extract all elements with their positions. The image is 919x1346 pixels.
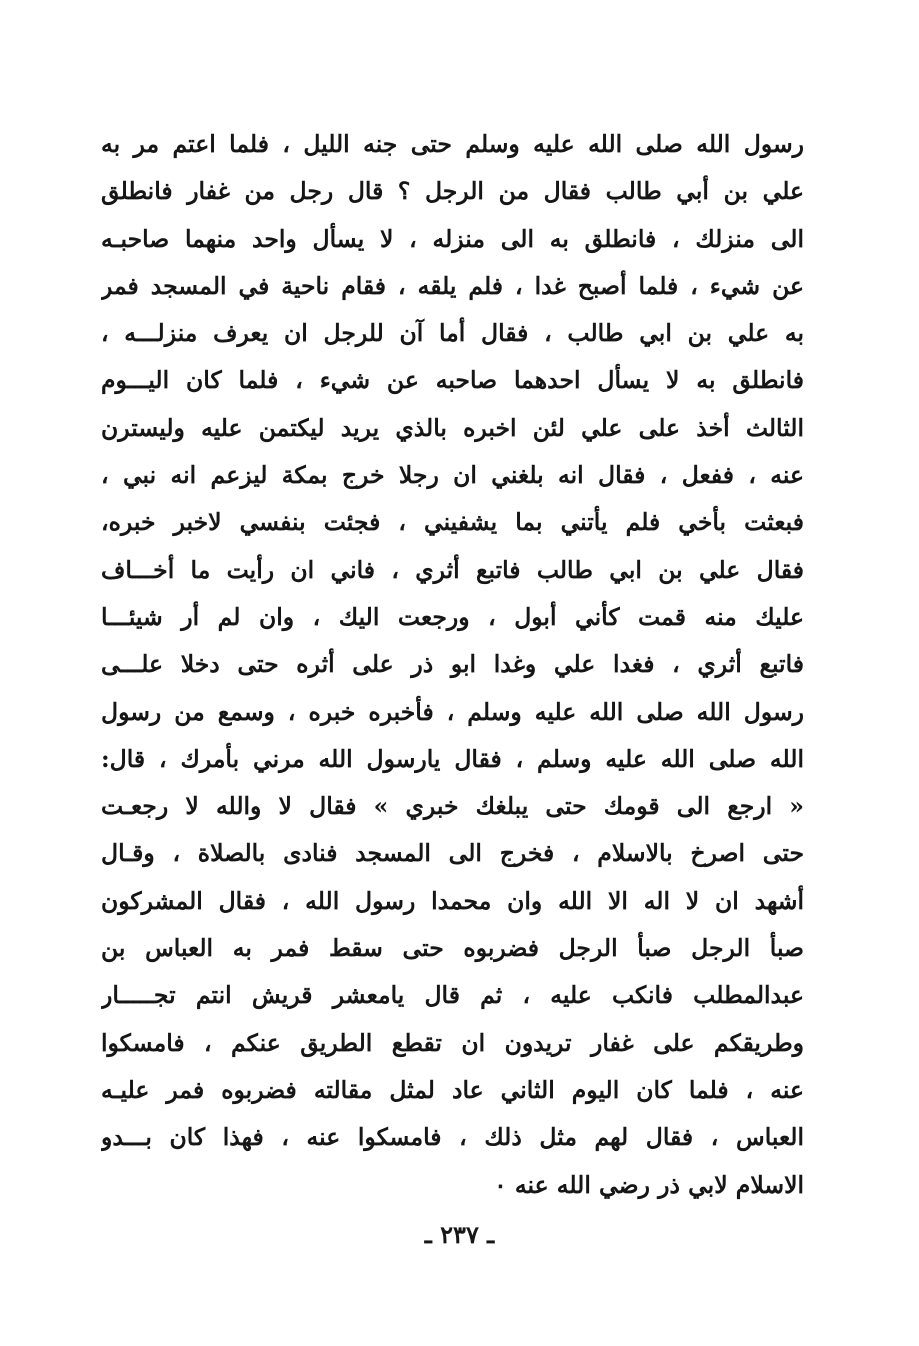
text-line: عبدالمطلب فانكب عليه ، ثم قال يامعشر قريش انتم تجـــــار xyxy=(101,981,804,1010)
text-line: علي بن أبي طالب فقال من الرجل ؟ قال رجل من غفار فانطلق xyxy=(101,177,804,206)
text-line: حتى اصرخ بالاسلام ، فخرج الى المسجد فنادى بالصلاة ، وقـال xyxy=(101,839,804,868)
text-line: وطريقكم على غفار تريدون ان تقطع الطريق عنكم ، فامسكوا xyxy=(101,1028,804,1057)
text-line: أشهد ان لا اله الا الله وان محمدا رسول الله ، فقال المشركون xyxy=(101,886,804,915)
text-line: به علي بن ابي طالب ، فقال أما آن للرجل ان يعرف منزلـــه ، xyxy=(101,319,804,348)
text-line: الثالث أخذ على علي لئن اخبره بالذي يريد ليكتمن عليه وليسترن xyxy=(101,413,804,442)
body-text xyxy=(101,121,804,1209)
text-line: فقال علي بن ابي طالب فاتبع أثري ، فاني ان رأيت ما أخـــاف xyxy=(101,555,804,584)
text-line: الى منزلك ، فانطلق به الى منزله ، لا يسأل واحد منهما صاحبـه xyxy=(101,224,804,253)
text-line: فبعثت بأخي فلم يأتني بما يشفيني ، فجئت بنفسي لاخبر خبره، xyxy=(101,508,804,537)
text-line: عنه ، فلما كان اليوم الثاني عاد لمثل مقالته فضربوه فمر عليـه xyxy=(101,1075,804,1104)
text-line: فاتبع أثري ، فغدا علي وغدا ابو ذر على أثره حتى دخلا علـــى xyxy=(101,650,804,679)
text-line: الله صلى الله عليه وسلم ، فقال يارسول الله مرني بأمرك ، قال: xyxy=(101,744,804,773)
text-line: « ارجع الى قومك حتى يبلغك خبري » فقال لا والله لا رجعـت xyxy=(101,792,804,821)
text-line-last: الاسلام لابي ذر رضي الله عنه ٠ xyxy=(494,1170,804,1199)
text-line: فانطلق به لا يسأل احدهما صاحبه عن شيء ، فلما كان اليـــوم xyxy=(101,366,804,395)
text-line: عنه ، ففعل ، فقال انه بلغني ان رجلا خرج بمكة ليزعم انه نبي ، xyxy=(101,461,804,490)
text-line: عليك منه قمت كأني أبول ، ورجعت اليك ، وان لم أر شيئـــا xyxy=(101,602,804,631)
text-line: رسول الله صلى الله عليه وسلم ، فأخبره خبره ، وسمع من رسول xyxy=(101,697,804,726)
text-line: عن شيء ، فلما أصبح غدا ، فلم يلقه ، فقام ناحية في المسجد فمر xyxy=(101,271,804,300)
page-number: ـ ٢٣٧ ـ xyxy=(424,1220,495,1249)
text-line: العباس ، فقال لهم مثل ذلك ، فامسكوا عنه ، فهذا كان بـــدو xyxy=(101,1123,804,1152)
text-line: رسول الله صلى الله عليه وسلم حتى جنه الليل ، فلما اعتم مر به xyxy=(101,130,804,158)
text-line: صبأ الرجل صبأ الرجل فضربوه حتى سقط فمر به العباس بن xyxy=(101,934,804,963)
